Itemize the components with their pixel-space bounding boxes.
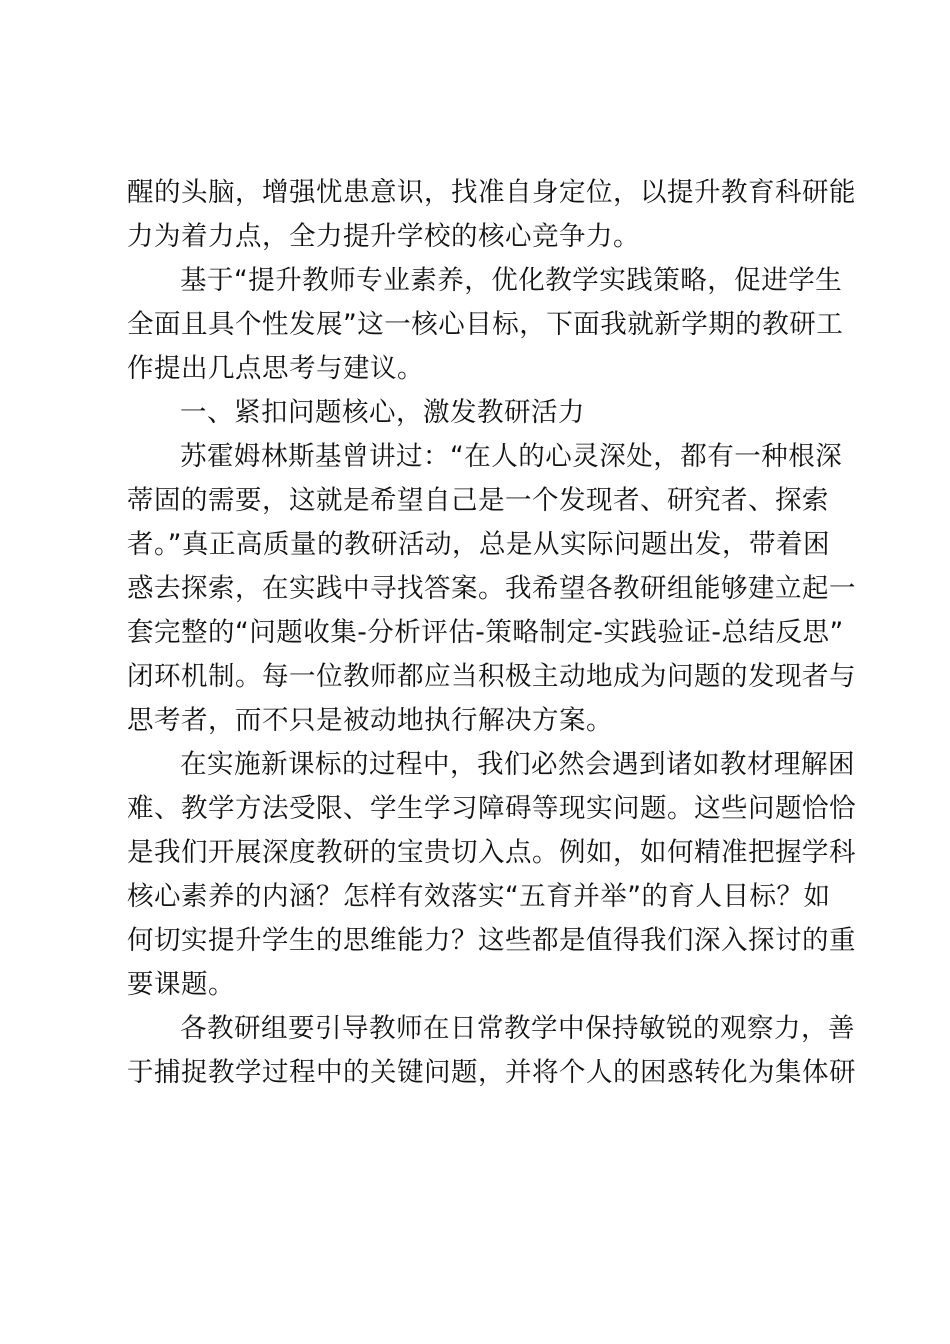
text-line: 全面且具个性发展”这一核心目标，下面我就新学期的教研工 bbox=[127, 309, 844, 340]
section-heading bbox=[127, 391, 833, 435]
text-line: 作提出几点思考与建议。 bbox=[127, 353, 424, 384]
text-line: 要课题。 bbox=[127, 969, 235, 1000]
document-body bbox=[127, 171, 856, 1095]
text-line: 是我们开展深度教研的宝贵切入点。例如，如何精准把握学科 bbox=[127, 837, 856, 868]
text-line: 惑去探索，在实践中寻找答案。我希望各教研组能够建立起一 bbox=[127, 573, 856, 604]
text-line: 蒂固的需要，这就是希望自己是一个发现者、研究者、探索 bbox=[127, 485, 829, 516]
text-line: 思考者，而不只是被动地执行解决方案。 bbox=[127, 705, 613, 736]
text-line: 于捕捉教学过程中的关键问题，并将个人的困惑转化为集体研 bbox=[127, 1057, 856, 1088]
text-line: 各教研组要引导教师在日常教学中保持敏锐的观察力，善 bbox=[180, 1013, 855, 1044]
text-line: 闭环机制。每一位教师都应当积极主动地成为问题的发现者与 bbox=[127, 661, 856, 692]
text-line: 力为着力点，全力提升学校的核心竞争力。 bbox=[127, 221, 640, 252]
text-line: 套完整的“问题收集-分析评估-策略制定-实践验证-总结反思” bbox=[127, 617, 844, 648]
text-line: 何切实提升学生的思维能力？这些都是值得我们深入探讨的重 bbox=[127, 925, 856, 956]
heading-line: 一、紧扣问题核心，激发教研活力 bbox=[180, 397, 585, 428]
text-line: 醒的头脑，增强忧患意识，找准自身定位，以提升教育科研能 bbox=[127, 177, 856, 208]
text-line: 基于“提升教师专业素养，优化教学实践策略，促进学生 bbox=[180, 265, 843, 296]
text-line: 核心素养的内涵？怎样有效落实“五育并举”的育人目标？如 bbox=[127, 881, 831, 912]
text-line: 难、教学方法受限、学生学习障碍等现实问题。这些问题恰恰 bbox=[127, 793, 856, 824]
text-line: 者。”真正高质量的教研活动，总是从实际问题出发，带着困 bbox=[127, 529, 830, 560]
paragraph-4 bbox=[127, 743, 856, 1007]
paragraph-5 bbox=[127, 1007, 856, 1095]
text-line: 在实施新课标的过程中，我们必然会遇到诸如教材理解困 bbox=[180, 749, 855, 780]
paragraph-2 bbox=[127, 259, 844, 391]
text-line: 苏霍姆林斯基曾讲过：“在人的心灵深处，都有一种根深 bbox=[180, 441, 843, 472]
paragraph-1 bbox=[127, 171, 856, 259]
paragraph-3 bbox=[127, 435, 856, 743]
